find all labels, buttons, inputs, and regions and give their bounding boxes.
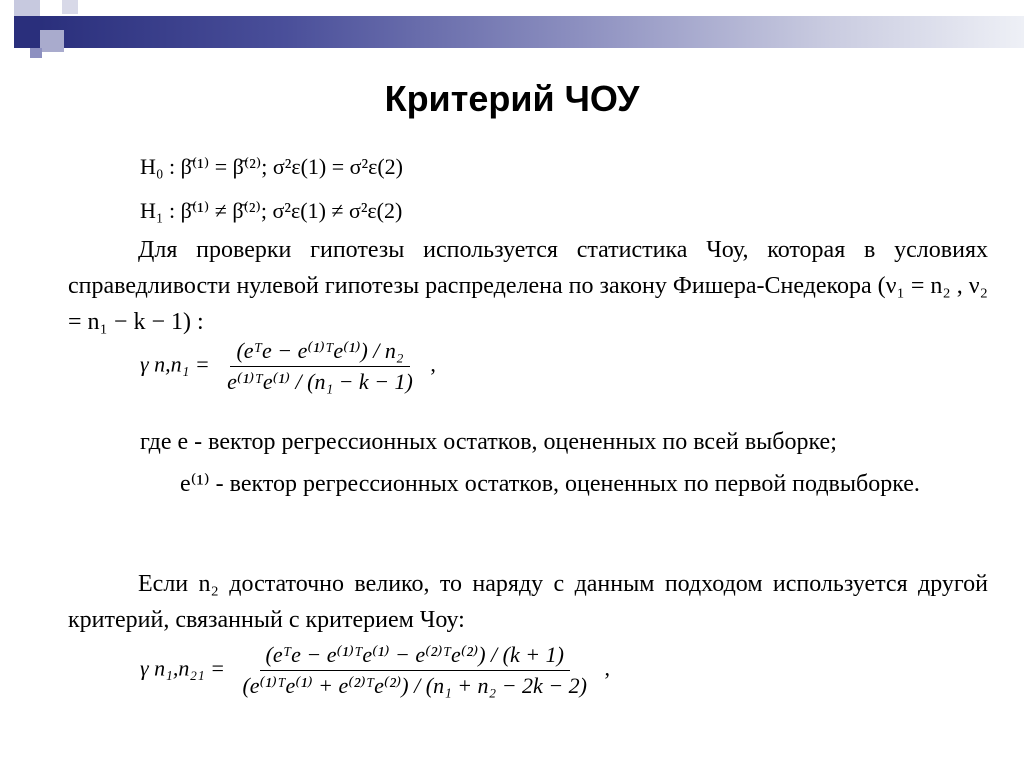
decor-square [14,16,40,48]
formula-second-lhs: γ n₁,n₂₁ = [140,655,225,681]
header-band [40,16,1024,48]
formula-second-numerator: (eᵀe − e⁽¹⁾ᵀe⁽¹⁾ − e⁽²⁾ᵀe⁽²⁾) / (k + 1) [260,642,570,671]
decor-square [14,0,40,16]
formula-chow-second [140,642,610,699]
paragraph-chow-statistic: Для проверки гипотезы используется статистика Чоу, которая в условиях справедливости нулевой гипотезы распределена по закону Фишера-Снедекора (ν₁ = n₂ , ν₂ = n₁ − k − 1) : [68,237,988,335]
decor-square [40,30,64,52]
formula-second-tail: , [604,655,610,681]
decor-square [30,48,42,58]
decor-square [62,0,78,14]
formula-second-denominator: (e⁽¹⁾ᵀe⁽¹⁾ + e⁽²⁾ᵀe⁽²⁾) / (n₁ + n₂ − 2k − 2) [242,673,587,698]
formula-chow-numerator: (eᵀe − e⁽¹⁾ᵀe⁽¹⁾) / n₂ [230,338,409,367]
slide-title: Критерий ЧОУ [384,78,640,119]
formula-chow-denominator: e⁽¹⁾ᵀe⁽¹⁾ / (n₁ − k − 1) [227,369,413,394]
formula-chow-lhs: γ n,n₁ = [140,351,210,377]
paragraph-residuals-first: e⁽¹⁾ - вектор регрессионных остатков, оцененных по первой подвыборке. [180,471,920,497]
formula-second-fraction [236,642,593,699]
hypothesis-h1: H₁ : β̄⁽¹⁾ ≠ β̄⁽²⁾; σ²ε(1) ≠ σ²ε(2) [140,198,403,223]
paragraph-other-criterion: Если n₂ достаточно велико, то наряду с данным подходом используется другой критерий, связанный с критерием Чоу: [68,571,988,633]
formula-chow-tail: , [430,351,436,377]
formula-chow-fraction [221,338,419,395]
formula-chow [140,338,436,395]
hypothesis-h0: H₀ : β̄⁽¹⁾ = β̄⁽²⁾; σ²ε(1) = σ²ε(2) [140,154,403,179]
paragraph-residuals-all: где e - вектор регрессионных остатков, оцененных по всей выборке; [140,429,837,455]
